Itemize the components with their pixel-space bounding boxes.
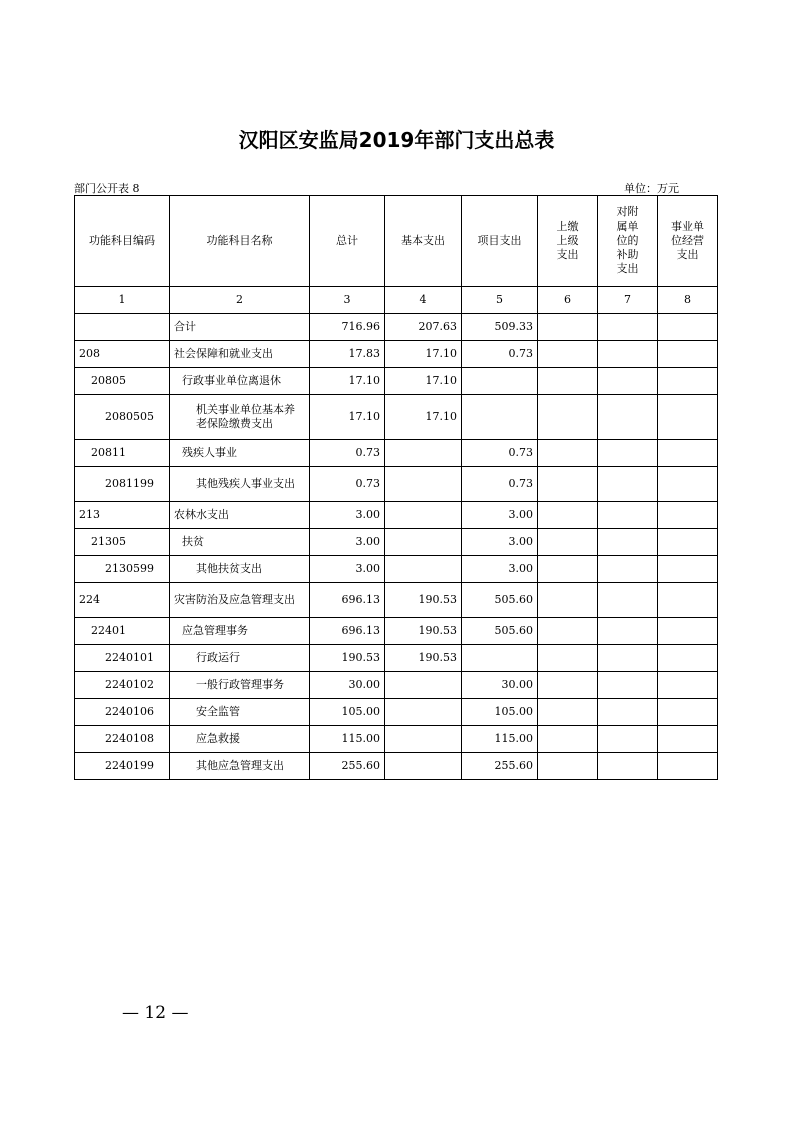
row-basic-cell: 17.10: [385, 395, 462, 440]
row-project-cell: 505.60: [462, 618, 538, 645]
row-basic-cell: [385, 753, 462, 780]
row-project-cell: 30.00: [462, 672, 538, 699]
row-code-cell: [75, 314, 170, 341]
table-label: 部门公开表 8: [74, 182, 140, 195]
row-empty-cell: [538, 314, 598, 341]
row-name-cell: 农林水支出: [170, 502, 310, 529]
header-row: [75, 196, 718, 287]
row-name-cell: 其他应急管理支出: [170, 753, 310, 780]
row-project-cell: 255.60: [462, 753, 538, 780]
row-empty-cell: [598, 529, 658, 556]
col-header: 功能科目名称: [170, 196, 310, 287]
row-empty-cell: [598, 440, 658, 467]
row-total-cell: 3.00: [310, 529, 385, 556]
table-row: [75, 368, 718, 395]
col-number: 2: [170, 287, 310, 314]
row-basic-cell: 190.53: [385, 618, 462, 645]
row-empty-cell: [658, 502, 718, 529]
row-empty-cell: [598, 618, 658, 645]
col-number: 8: [658, 287, 718, 314]
col-header: 上缴上级支出: [538, 196, 598, 287]
row-code-cell: 22401: [75, 618, 170, 645]
table-row: [75, 753, 718, 780]
row-empty-cell: [658, 368, 718, 395]
row-project-cell: 3.00: [462, 502, 538, 529]
row-code-cell: 2081199: [75, 467, 170, 502]
column-number-row: [75, 287, 718, 314]
row-project-cell: [462, 368, 538, 395]
row-basic-cell: [385, 440, 462, 467]
row-code-cell: 2080505: [75, 395, 170, 440]
table-row: [75, 395, 718, 440]
table-row: [75, 618, 718, 645]
row-empty-cell: [538, 699, 598, 726]
row-empty-cell: [658, 645, 718, 672]
col-header: 总计: [310, 196, 385, 287]
row-code-cell: 20811: [75, 440, 170, 467]
row-code-cell: 2130599: [75, 556, 170, 583]
row-code-cell: 2240108: [75, 726, 170, 753]
row-basic-cell: [385, 467, 462, 502]
col-number: 4: [385, 287, 462, 314]
row-empty-cell: [598, 583, 658, 618]
row-basic-cell: 190.53: [385, 583, 462, 618]
unit-label: 单位：万元: [624, 182, 679, 195]
row-empty-cell: [598, 395, 658, 440]
row-empty-cell: [598, 753, 658, 780]
row-total-cell: 115.00: [310, 726, 385, 753]
row-project-cell: 105.00: [462, 699, 538, 726]
row-project-cell: [462, 395, 538, 440]
row-code-cell: 2240101: [75, 645, 170, 672]
col-header: 项目支出: [462, 196, 538, 287]
row-basic-cell: 190.53: [385, 645, 462, 672]
row-empty-cell: [538, 672, 598, 699]
col-number: 3: [310, 287, 385, 314]
col-number: 6: [538, 287, 598, 314]
table-row: [75, 583, 718, 618]
row-total-cell: 30.00: [310, 672, 385, 699]
row-name-cell: 其他扶贫支出: [170, 556, 310, 583]
row-total-cell: 696.13: [310, 583, 385, 618]
row-total-cell: 3.00: [310, 556, 385, 583]
row-empty-cell: [538, 645, 598, 672]
table-row: [75, 672, 718, 699]
row-code-cell: 224: [75, 583, 170, 618]
row-empty-cell: [538, 529, 598, 556]
row-total-cell: 3.00: [310, 502, 385, 529]
row-empty-cell: [658, 467, 718, 502]
row-empty-cell: [538, 341, 598, 368]
row-empty-cell: [598, 672, 658, 699]
row-name-cell: 机关事业单位基本养老保险缴费支出: [170, 395, 310, 440]
row-code-cell: 2240199: [75, 753, 170, 780]
row-empty-cell: [658, 753, 718, 780]
row-empty-cell: [658, 556, 718, 583]
row-empty-cell: [538, 726, 598, 753]
row-empty-cell: [538, 440, 598, 467]
row-empty-cell: [598, 467, 658, 502]
row-name-cell: 社会保障和就业支出: [170, 341, 310, 368]
row-empty-cell: [598, 556, 658, 583]
row-empty-cell: [598, 645, 658, 672]
table-row: [75, 699, 718, 726]
row-empty-cell: [538, 467, 598, 502]
row-name-cell: 合计: [170, 314, 310, 341]
row-project-cell: 3.00: [462, 529, 538, 556]
row-total-cell: 17.83: [310, 341, 385, 368]
row-basic-cell: [385, 672, 462, 699]
row-empty-cell: [658, 699, 718, 726]
row-project-cell: 509.33: [462, 314, 538, 341]
row-basic-cell: 17.10: [385, 341, 462, 368]
row-code-cell: 213: [75, 502, 170, 529]
row-empty-cell: [658, 395, 718, 440]
row-project-cell: 115.00: [462, 726, 538, 753]
row-project-cell: 505.60: [462, 583, 538, 618]
row-empty-cell: [658, 341, 718, 368]
col-number: 1: [75, 287, 170, 314]
row-name-cell: 一般行政管理事务: [170, 672, 310, 699]
table-row: [75, 314, 718, 341]
row-code-cell: 21305: [75, 529, 170, 556]
row-code-cell: 20805: [75, 368, 170, 395]
row-total-cell: 255.60: [310, 753, 385, 780]
row-empty-cell: [598, 314, 658, 341]
row-empty-cell: [658, 583, 718, 618]
row-name-cell: 行政事业单位离退休: [170, 368, 310, 395]
page-number: — 12 —: [122, 1003, 189, 1023]
table-row: [75, 341, 718, 368]
row-basic-cell: [385, 529, 462, 556]
row-empty-cell: [538, 556, 598, 583]
row-empty-cell: [598, 726, 658, 753]
row-name-cell: 应急救援: [170, 726, 310, 753]
row-name-cell: 应急管理事务: [170, 618, 310, 645]
row-project-cell: 3.00: [462, 556, 538, 583]
col-header: 事业单位经营支出: [658, 196, 718, 287]
row-total-cell: 17.10: [310, 368, 385, 395]
row-project-cell: [462, 645, 538, 672]
row-total-cell: 0.73: [310, 467, 385, 502]
row-total-cell: 105.00: [310, 699, 385, 726]
row-empty-cell: [598, 502, 658, 529]
row-empty-cell: [538, 753, 598, 780]
table-row: [75, 645, 718, 672]
expenditure-table: [74, 195, 718, 780]
row-total-cell: 17.10: [310, 395, 385, 440]
table-row: [75, 440, 718, 467]
row-total-cell: 0.73: [310, 440, 385, 467]
row-empty-cell: [538, 618, 598, 645]
row-empty-cell: [658, 314, 718, 341]
table-row: [75, 467, 718, 502]
col-number: 5: [462, 287, 538, 314]
table-row: [75, 529, 718, 556]
col-header: 对附属单位的补助支出: [598, 196, 658, 287]
row-basic-cell: [385, 699, 462, 726]
row-code-cell: 2240102: [75, 672, 170, 699]
row-name-cell: 扶贫: [170, 529, 310, 556]
row-code-cell: 2240106: [75, 699, 170, 726]
row-empty-cell: [658, 440, 718, 467]
row-name-cell: 其他残疾人事业支出: [170, 467, 310, 502]
row-basic-cell: [385, 556, 462, 583]
col-number: 7: [598, 287, 658, 314]
row-empty-cell: [538, 368, 598, 395]
col-header: 功能科目编码: [75, 196, 170, 287]
row-basic-cell: 17.10: [385, 368, 462, 395]
row-basic-cell: [385, 502, 462, 529]
row-name-cell: 行政运行: [170, 645, 310, 672]
row-empty-cell: [658, 672, 718, 699]
row-empty-cell: [658, 726, 718, 753]
row-project-cell: 0.73: [462, 467, 538, 502]
row-empty-cell: [598, 341, 658, 368]
row-name-cell: 安全监管: [170, 699, 310, 726]
table-row: [75, 556, 718, 583]
col-header: 基本支出: [385, 196, 462, 287]
row-total-cell: 716.96: [310, 314, 385, 341]
table-row: [75, 726, 718, 753]
row-empty-cell: [538, 395, 598, 440]
row-empty-cell: [538, 502, 598, 529]
row-basic-cell: 207.63: [385, 314, 462, 341]
table-row: [75, 502, 718, 529]
row-empty-cell: [538, 583, 598, 618]
row-name-cell: 残疾人事业: [170, 440, 310, 467]
row-empty-cell: [658, 529, 718, 556]
row-total-cell: 696.13: [310, 618, 385, 645]
row-total-cell: 190.53: [310, 645, 385, 672]
row-empty-cell: [658, 618, 718, 645]
row-project-cell: 0.73: [462, 440, 538, 467]
row-empty-cell: [598, 699, 658, 726]
row-empty-cell: [598, 368, 658, 395]
row-name-cell: 灾害防治及应急管理支出: [170, 583, 310, 618]
row-project-cell: 0.73: [462, 341, 538, 368]
page-title: 汉阳区安监局2019年部门支出总表: [238, 128, 555, 152]
row-code-cell: 208: [75, 341, 170, 368]
row-basic-cell: [385, 726, 462, 753]
